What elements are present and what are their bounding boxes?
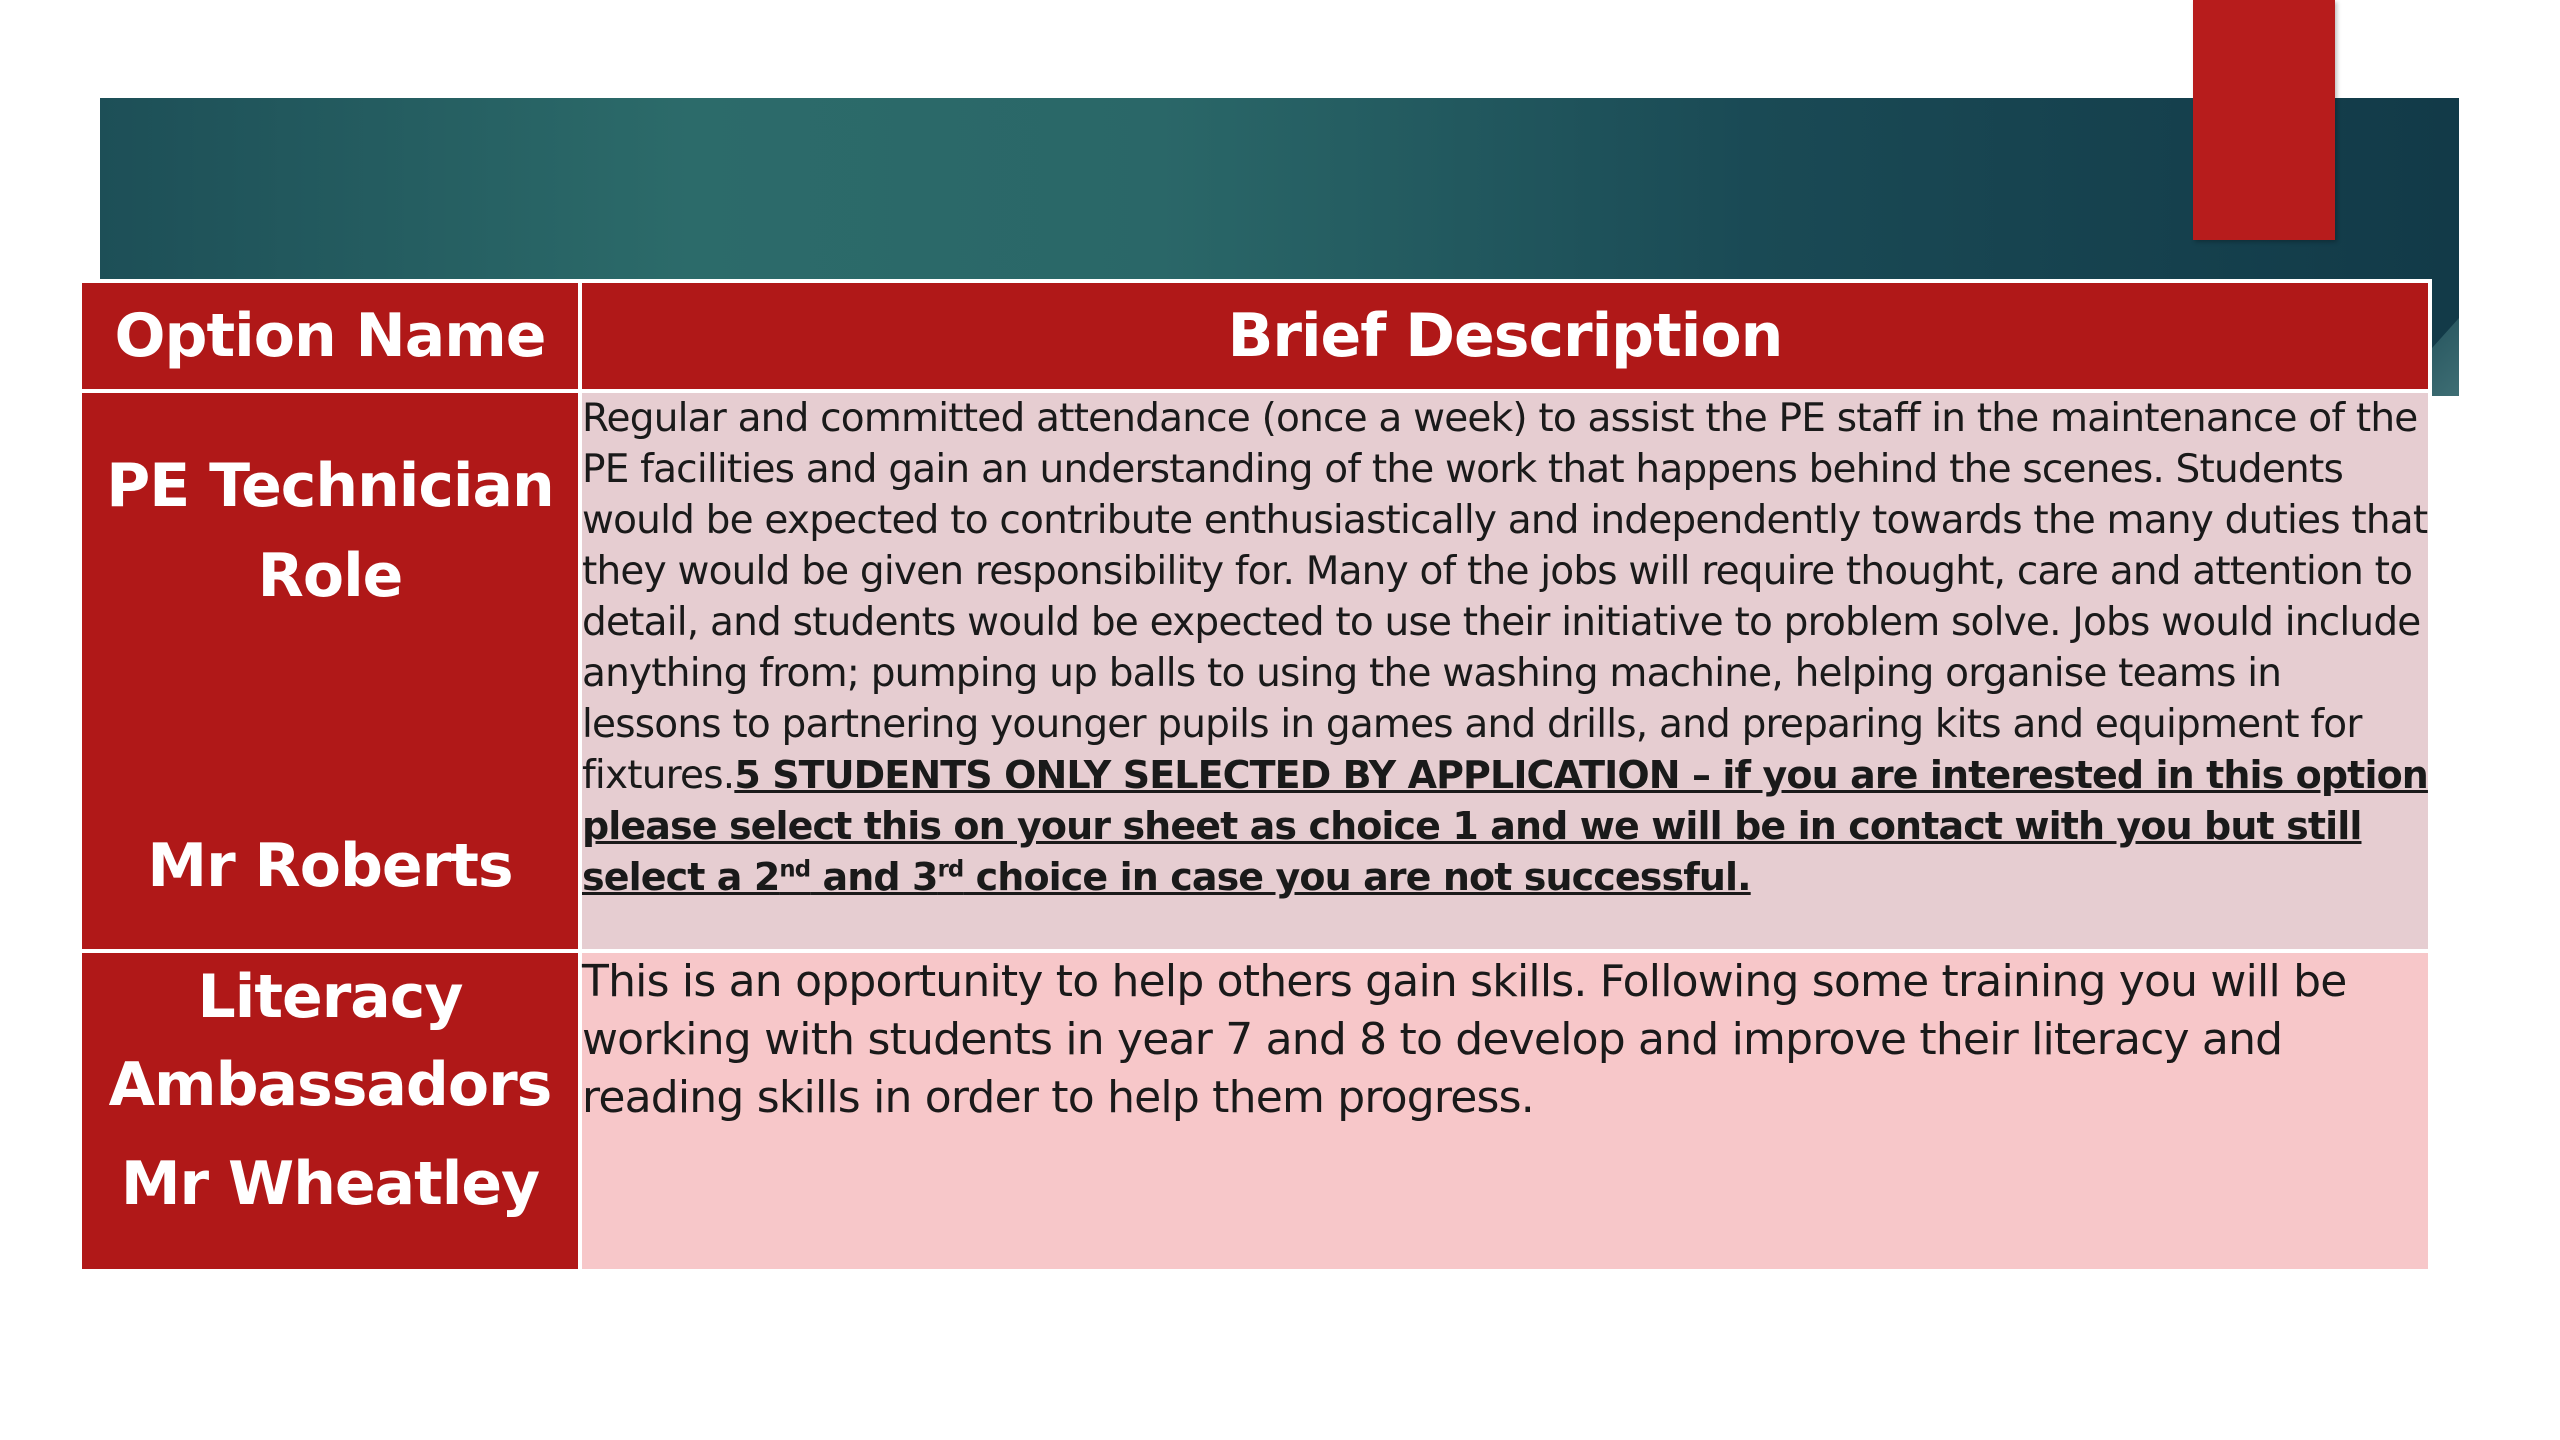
option-teacher: Mr Wheatley [120, 1149, 540, 1219]
options-table [78, 279, 2432, 1273]
notice-text-2: and 3 [810, 855, 938, 899]
notice-text-1: 5 STUDENTS ONLY SELECTED BY APPLICATION – if you are interested in this option please select this on your sheet as choice 1 and we will be in contact with you but still select a 2 [582, 753, 2428, 899]
notice-text-3: choice in case you are not successful. [963, 855, 1751, 899]
red-accent-tab [2193, 0, 2335, 240]
option-title-line2: Role [257, 541, 403, 611]
option-name-cell [80, 391, 580, 951]
notice-sup-2: rd [937, 856, 964, 883]
notice-sup-1: nd [779, 856, 811, 883]
table-row [80, 951, 2430, 1271]
header-brief-description: Brief Description [580, 281, 2430, 391]
option-title-line1: PE Technician [106, 451, 554, 521]
option-description: Regular and committed attendance (once a week) to assist the PE staff in the maintenance of the PE facilities and gain an understanding of the work that happens behind the scenes. Students would be expected to contribute enthusiastically and independently towards the many duties that they would be given responsibility for. Many of the jobs will require thought, care and attention to detail, and students would be expected to use their initiative to problem solve. Jobs would include anything from; pumping up balls to using the washing machine, helping organise teams in lessons to partnering younger pupils in games and drills, and preparing kits and equipment for fixtures. [582, 396, 2428, 798]
table-header-row [80, 281, 2430, 391]
option-title-line2: Ambassadors [108, 1050, 552, 1120]
option-description-cell [580, 951, 2430, 1271]
option-teacher: Mr Roberts [147, 831, 513, 901]
option-title [82, 441, 578, 621]
option-description: This is an opportunity to help others gain skills. Following some training you will be working with students in year 7 and 8 to develop and improve their literacy and reading skills in order to help them progress. [582, 956, 2347, 1123]
option-title [82, 953, 578, 1129]
option-description-cell [580, 391, 2430, 951]
header-option-name: Option Name [80, 281, 580, 391]
option-name-cell [80, 951, 580, 1271]
option-title-line1: Literacy [197, 962, 463, 1032]
table-row [80, 391, 2430, 951]
selection-notice [582, 753, 2428, 899]
